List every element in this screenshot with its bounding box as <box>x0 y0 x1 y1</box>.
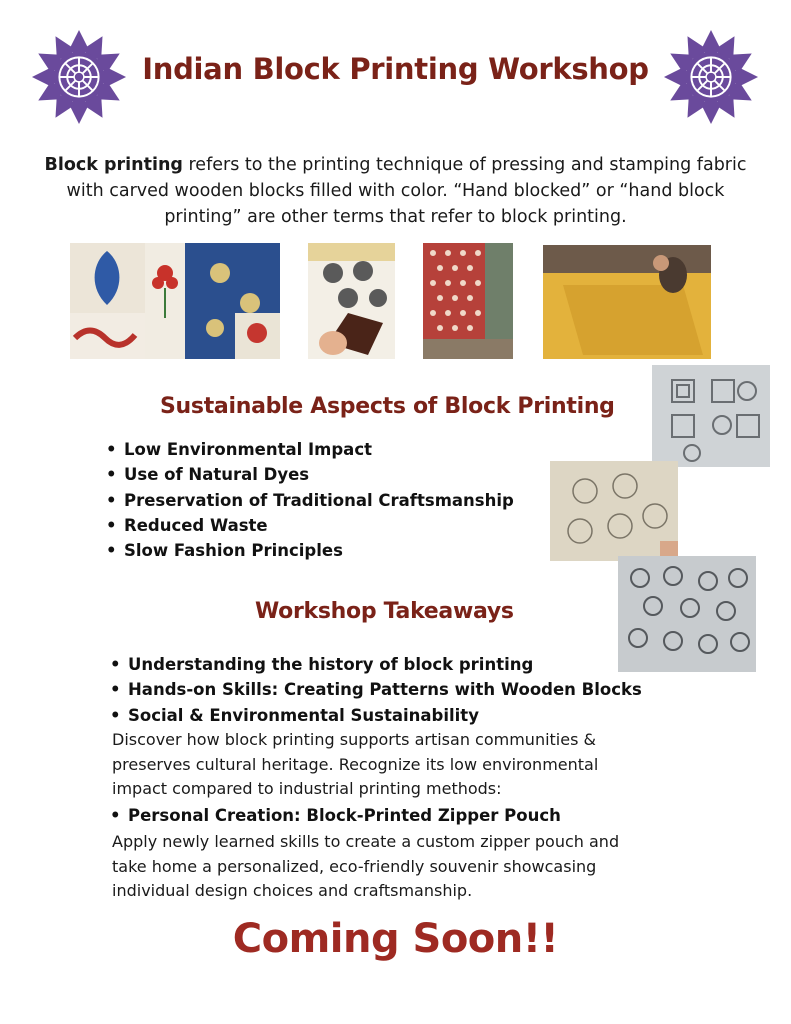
list-item: • Reduced Waste <box>104 513 514 538</box>
red-printed-curtain-image <box>423 243 513 359</box>
list-item: • Preservation of Traditional Craftsmanship <box>104 488 514 513</box>
page-title: Indian Block Printing Workshop <box>142 52 649 86</box>
takeaways-list-personal <box>108 803 561 828</box>
list-item: • Use of Natural Dyes <box>104 462 514 487</box>
list-item: • Slow Fashion Principles <box>104 538 514 563</box>
intro-paragraph <box>30 152 761 230</box>
list-item: • Personal Creation: Block-Printed Zipper Pouch <box>108 803 561 828</box>
block-printed-pouch-image <box>652 365 770 467</box>
block-printed-pouch-image <box>550 461 678 561</box>
sustainable-list <box>104 437 514 563</box>
social-description: Discover how block printing supports artisan communities & preserves cultural heritage. Recognize its low environmental impact compared to industrial printing methods: <box>112 730 599 798</box>
list-item: • Understanding the history of block printing <box>108 652 642 677</box>
artisan-printing-yellow-fabric-image <box>543 245 711 359</box>
list-item: • Low Environmental Impact <box>104 437 514 462</box>
intro-text: refers to the printing technique of pressing and stamping fabric with carved wooden blocks filled with color. “Hand blocked” or “hand block printing” are other terms that refer to block printing. <box>66 155 747 227</box>
floral-fabric-collage-image <box>70 243 280 359</box>
personal-description: Apply newly learned skills to create a custom zipper pouch and take home a personalized, eco-friendly souvenir showcasing individual design choices and craftsmanship. <box>112 832 620 900</box>
takeaways-list <box>108 652 642 728</box>
sustainable-heading: Sustainable Aspects of Block Printing <box>160 394 615 419</box>
list-item: • Hands-on Skills: Creating Patterns with Wooden Blocks <box>108 677 642 702</box>
stamped-paper-and-wooden-block-image <box>308 243 395 359</box>
takeaways-heading: Workshop Takeaways <box>255 599 514 624</box>
coming-soon-banner: Coming Soon!! <box>232 916 559 962</box>
intro-term: Block printing <box>44 155 183 175</box>
list-item: • Social & Environmental Sustainability <box>108 703 642 728</box>
